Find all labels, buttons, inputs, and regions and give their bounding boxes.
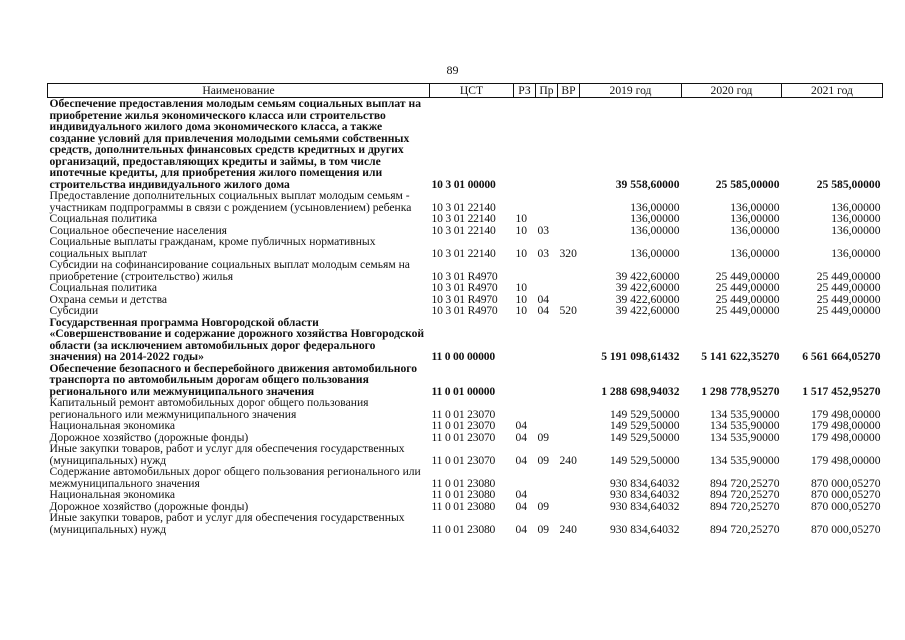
table-row — [48, 236, 883, 259]
table-row — [48, 397, 883, 420]
row-name: Дорожное хозяйство (дорожные фонды) — [49, 499, 249, 513]
row-2021: 1 517 452,95270 — [802, 384, 881, 398]
row-vr — [558, 420, 580, 432]
row-2020: 894 720,25270 — [709, 499, 780, 513]
table-body — [48, 98, 883, 536]
row-2020: 134 535,90000 — [709, 430, 780, 444]
row-2019: 39 422,60000 — [615, 304, 680, 317]
row-rz — [514, 397, 536, 420]
row-vr: 520 — [559, 304, 577, 317]
row-name: Социальная политика — [49, 281, 158, 294]
row-2019: 149 529,50000 — [609, 419, 680, 432]
row-2019: 39 422,60000 — [615, 292, 680, 306]
row-vr — [558, 190, 580, 213]
row-2020: 134 535,90000 — [709, 453, 780, 467]
row-2019: 136,00000 — [630, 200, 680, 214]
row-2021: 6 561 664,05270 — [802, 350, 881, 363]
table-row — [48, 317, 883, 363]
row-rz — [514, 259, 536, 282]
row-rz — [514, 190, 536, 213]
row-2020: 25 449,00000 — [715, 292, 780, 306]
row-rz: 10 — [515, 304, 528, 317]
row-pr — [536, 489, 558, 501]
row-vr — [558, 432, 580, 444]
row-2020: 134 535,90000 — [709, 419, 780, 432]
row-cst: 10 3 01 R4970 — [431, 269, 498, 283]
row-vr — [558, 317, 580, 363]
header-2020: 2020 год — [682, 84, 782, 98]
row-name: Обеспечение предоставления молодым семьям социальных выплат на приобретение жилья экономического класса или строительство индивидуального жилого дома экономического класса, а также создание условий для привлечения молодыми семьями собственных средств, дополнительных финансовых средств кредитных и других организаций, предоставляющих кредиты и займы, в том числе ипотечные кредиты, для приобретения жилого помещения или строительства индивидуального жилого дома — [49, 97, 421, 191]
table-row — [48, 282, 883, 294]
row-name: Содержание автомобильных дорог общего пользования регионального или межмуниципального значения — [49, 465, 421, 490]
row-2021: 870 000,05270 — [810, 488, 881, 501]
row-vr: 320 — [559, 246, 577, 260]
row-pr: 03 — [537, 223, 550, 237]
table-row — [48, 363, 883, 398]
row-2020: 5 141 622,35270 — [701, 350, 780, 363]
row-pr: 09 — [537, 453, 550, 467]
row-cst: 11 0 01 23080 — [431, 488, 496, 501]
table-row — [48, 512, 883, 535]
row-2021: 870 000,05270 — [810, 522, 881, 536]
row-2020: 25 449,00000 — [715, 281, 780, 294]
row-rz: 04 — [515, 488, 528, 501]
row-2019: 136,00000 — [630, 246, 680, 260]
row-pr: 09 — [537, 522, 550, 536]
row-pr: 09 — [537, 430, 550, 444]
table-header — [48, 84, 883, 98]
row-2021: 25 449,00000 — [816, 304, 881, 317]
row-rz: 10 — [515, 212, 528, 225]
row-name: Обеспечение безопасного и бесперебойного движения автомобильного транспорта по автомобильным дорогам общего пользования регионального или межмуниципального значения — [49, 361, 418, 398]
table-row — [48, 443, 883, 466]
table-row — [48, 190, 883, 213]
row-cst: 11 0 00 00000 — [431, 350, 495, 363]
row-rz: 10 — [515, 292, 528, 306]
row-name: Субсидии — [49, 304, 99, 317]
row-pr — [536, 466, 558, 489]
row-2020: 136,00000 — [730, 223, 780, 237]
row-pr — [536, 397, 558, 420]
row-name: Иные закупки товаров, работ и услуг для обеспечения государственных (муниципальных) нужд — [49, 442, 405, 467]
row-rz — [514, 466, 536, 489]
row-vr: 240 — [559, 453, 577, 467]
header-cst: ЦСТ — [430, 84, 514, 98]
row-pr — [536, 282, 558, 294]
row-name: Дорожное хозяйство (дорожные фонды) — [49, 430, 249, 444]
row-vr — [558, 501, 580, 513]
row-cst: 11 0 01 23070 — [431, 407, 496, 421]
table-row — [48, 466, 883, 489]
row-rz: 10 — [515, 281, 528, 294]
row-rz — [514, 98, 536, 191]
row-name: Национальная экономика — [49, 419, 176, 432]
row-pr — [536, 363, 558, 398]
row-rz — [514, 363, 536, 398]
row-2019: 149 529,50000 — [609, 453, 680, 467]
row-cst: 10 3 01 R4970 — [431, 304, 498, 317]
row-vr — [558, 466, 580, 489]
row-rz: 04 — [515, 453, 528, 467]
row-pr: 04 — [537, 304, 550, 317]
row-2021: 25 449,00000 — [816, 292, 881, 306]
row-2020: 894 720,25270 — [709, 488, 780, 501]
row-2021: 179 498,00000 — [810, 430, 881, 444]
row-rz: 04 — [515, 522, 528, 536]
row-cst: 10 3 01 00000 — [431, 177, 496, 191]
row-2019: 149 529,50000 — [609, 407, 680, 421]
row-2019: 930 834,64032 — [609, 522, 680, 536]
table-row — [48, 259, 883, 282]
row-2019: 930 834,64032 — [609, 488, 680, 501]
row-cst: 11 0 01 23070 — [431, 419, 496, 432]
table-row — [48, 420, 883, 432]
row-2020: 25 449,00000 — [715, 304, 780, 317]
row-2019: 136,00000 — [630, 223, 680, 237]
budget-table — [47, 83, 883, 535]
row-rz — [514, 317, 536, 363]
row-cst: 11 0 01 00000 — [431, 384, 495, 398]
row-2019: 930 834,64032 — [609, 476, 680, 490]
header-pr: Пр — [536, 84, 558, 98]
header-name: Наименование — [48, 84, 430, 98]
row-2019: 39 422,60000 — [615, 269, 680, 283]
row-2020: 1 298 778,95270 — [701, 384, 780, 398]
row-2019: 1 288 698,94032 — [601, 384, 680, 398]
row-2020: 136,00000 — [730, 212, 780, 225]
row-2021: 136,00000 — [831, 212, 881, 225]
row-pr — [536, 420, 558, 432]
row-cst: 11 0 01 23080 — [431, 522, 496, 536]
row-rz: 04 — [515, 419, 528, 432]
row-pr — [536, 98, 558, 191]
row-rz: 10 — [515, 223, 528, 237]
row-2021: 25 449,00000 — [816, 269, 881, 283]
table-row — [48, 98, 883, 191]
row-rz: 04 — [515, 499, 528, 513]
row-vr — [558, 225, 580, 237]
row-pr: 09 — [537, 499, 550, 513]
row-2021: 179 498,00000 — [810, 407, 881, 421]
row-cst: 10 3 01 22140 — [431, 223, 496, 237]
row-pr — [536, 190, 558, 213]
row-name: Социальное обеспечение населения — [49, 223, 228, 237]
row-vr: 240 — [559, 522, 577, 536]
row-vr — [558, 213, 580, 225]
row-cst: 10 3 01 22140 — [431, 200, 496, 214]
row-cst: 10 3 01 22140 — [431, 246, 496, 260]
row-2021: 136,00000 — [831, 246, 881, 260]
row-vr — [558, 259, 580, 282]
row-vr — [558, 98, 580, 191]
header-vr: ВР — [558, 84, 580, 98]
header-2021: 2021 год — [782, 84, 883, 98]
row-2021: 179 498,00000 — [810, 419, 881, 432]
row-name: Иные закупки товаров, работ и услуг для обеспечения государственных (муниципальных) нужд — [49, 511, 405, 536]
row-name: Социальные выплаты гражданам, кроме публичных нормативных социальных выплат — [49, 235, 376, 260]
row-2019: 930 834,64032 — [609, 499, 680, 513]
table-row — [48, 489, 883, 501]
row-cst: 11 0 01 23080 — [431, 476, 496, 490]
row-name: Субсидии на софинансирование социальных выплат молодым семьям на приобретение (строительство) жилья — [49, 258, 410, 283]
row-2020: 134 535,90000 — [709, 407, 780, 421]
row-2019: 39 422,60000 — [615, 281, 680, 294]
row-2021: 179 498,00000 — [810, 453, 881, 467]
row-2021: 25 449,00000 — [816, 281, 881, 294]
row-2019: 149 529,50000 — [609, 430, 680, 444]
row-2021: 136,00000 — [831, 223, 881, 237]
row-2021: 136,00000 — [831, 200, 881, 214]
row-cst: 11 0 01 23080 — [431, 499, 496, 513]
page-number: 89 — [446, 63, 459, 77]
row-2020: 894 720,25270 — [709, 522, 780, 536]
header-rz: РЗ — [514, 84, 536, 98]
row-2020: 25 449,00000 — [715, 269, 780, 283]
row-vr — [558, 363, 580, 398]
row-cst: 10 3 01 R4970 — [431, 281, 498, 294]
row-name: Социальная политика — [49, 212, 158, 225]
row-pr — [536, 317, 558, 363]
row-2019: 136,00000 — [630, 212, 680, 225]
row-vr — [558, 282, 580, 294]
row-name: Капитальный ремонт автомобильных дорог общего пользования регионального или межмуниципального значения — [49, 396, 369, 421]
row-pr — [536, 213, 558, 225]
row-name: Охрана семьи и детства — [49, 292, 168, 306]
row-rz: 04 — [515, 430, 528, 444]
row-2021: 870 000,05270 — [810, 499, 881, 513]
row-name: Предоставление дополнительных социальных выплат молодым семьям - участникам подпрограммы в связи с рождением (усыновлением) ребенка — [49, 189, 412, 214]
row-rz: 10 — [515, 246, 528, 260]
row-2020: 894 720,25270 — [709, 476, 780, 490]
row-2020: 25 585,00000 — [715, 177, 780, 191]
row-pr — [536, 259, 558, 282]
row-vr — [558, 397, 580, 420]
row-2020: 136,00000 — [730, 246, 780, 260]
row-2019: 5 191 098,61432 — [601, 350, 680, 363]
row-2019: 39 558,60000 — [615, 177, 680, 191]
row-2021: 25 585,00000 — [816, 177, 881, 191]
table-row — [48, 305, 883, 317]
table-row — [48, 213, 883, 225]
row-name: Национальная экономика — [49, 488, 176, 501]
row-cst: 11 0 01 23070 — [431, 430, 496, 444]
row-cst: 10 3 01 22140 — [431, 212, 496, 225]
row-2020: 136,00000 — [730, 200, 780, 214]
row-cst: 11 0 01 23070 — [431, 453, 496, 467]
row-name: Государственная программа Новгородской области «Совершенствование и содержание дорожного хозяйства Новгородской области (за исключением автомобильных дорог федерального значения) на 2014-2022 годы» — [49, 315, 425, 363]
row-pr: 04 — [537, 292, 550, 306]
row-pr: 03 — [537, 246, 550, 260]
row-cst: 10 3 01 R4970 — [431, 292, 498, 306]
row-vr — [558, 489, 580, 501]
header-2019: 2019 год — [580, 84, 682, 98]
row-2021: 870 000,05270 — [810, 476, 881, 490]
